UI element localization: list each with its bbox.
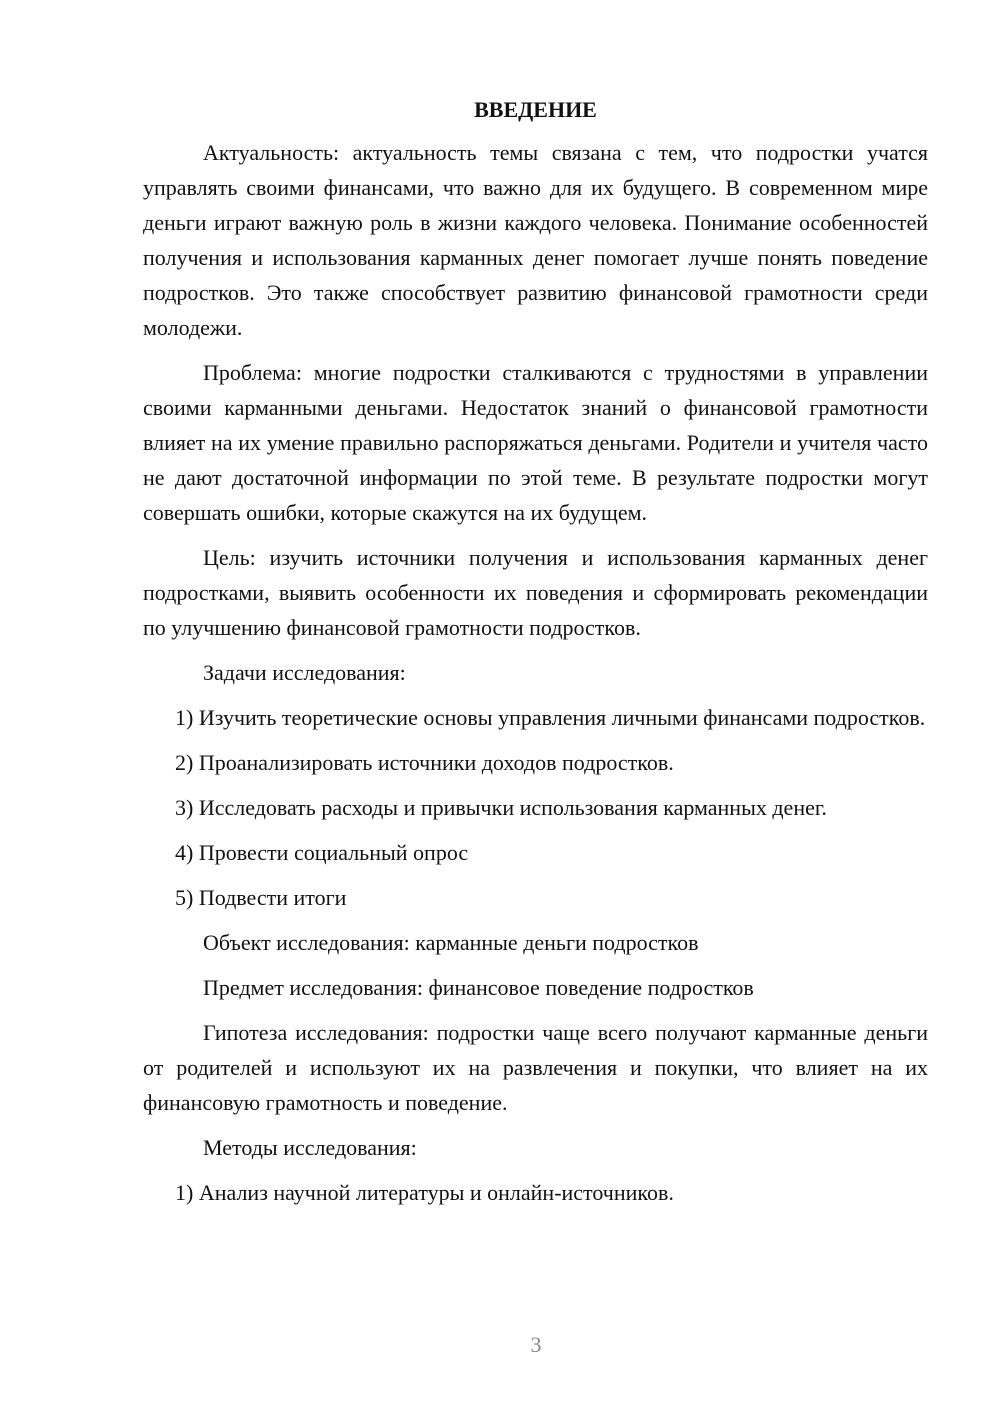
methods-heading: Методы исследования: — [203, 1135, 417, 1160]
research-object: Объект исследования: карманные деньги подростков — [203, 930, 699, 955]
method-item: 1) Анализ научной литературы и онлайн-источников. — [175, 1180, 674, 1205]
task-item: 5) Подвести итоги — [175, 885, 347, 910]
page-number: 3 — [530, 1332, 542, 1357]
tasks-heading: Задачи исследования: — [203, 660, 406, 685]
paragraph-problem: Проблема: многие подростки сталкиваются с трудностями в управлении своими карманными деньгами. Недостаток знаний о финансовой грамотности влияет на их умение правильно распоряжаться деньгами. Родители и учителя часто не дают достаточной информации по этой теме. В результате подростки могут совершать ошибки, которые скажутся на их будущем. — [143, 360, 928, 525]
task-item: 1) Изучить теоретические основы управления личными финансами подростков. — [175, 705, 926, 730]
research-hypothesis: Гипотеза исследования: подростки чаще всего получают карманные деньги от родителей и используют их на развлечения и покупки, что влияет на их финансовую грамотность и поведение. — [143, 1020, 928, 1115]
task-item: 3) Исследовать расходы и привычки использования карманных денег. — [175, 795, 827, 820]
research-subject: Предмет исследования: финансовое поведение подростков — [203, 975, 754, 1000]
paragraph-relevance: Актуальность: актуальность темы связана с тем, что подростки учатся управлять своими финансами, что важно для их будущего. В современном мире деньги играют важную роль в жизни каждого человека. Понимание особенностей получения и использования карманных денег помогает лучше понять поведение подростков. Это также способствует развитию финансовой грамотности среди молодежи. — [143, 140, 928, 340]
page-content — [143, 92, 928, 1220]
page-title: ВВЕДЕНИЕ — [474, 97, 597, 122]
task-item: 2) Проанализировать источники доходов подростков. — [175, 750, 674, 775]
paragraph-goal: Цель: изучить источники получения и использования карманных денег подростками, выявить особенности их поведения и сформировать рекомендации по улучшению финансовой грамотности подростков. — [143, 545, 928, 640]
task-item: 4) Провести социальный опрос — [175, 840, 469, 865]
